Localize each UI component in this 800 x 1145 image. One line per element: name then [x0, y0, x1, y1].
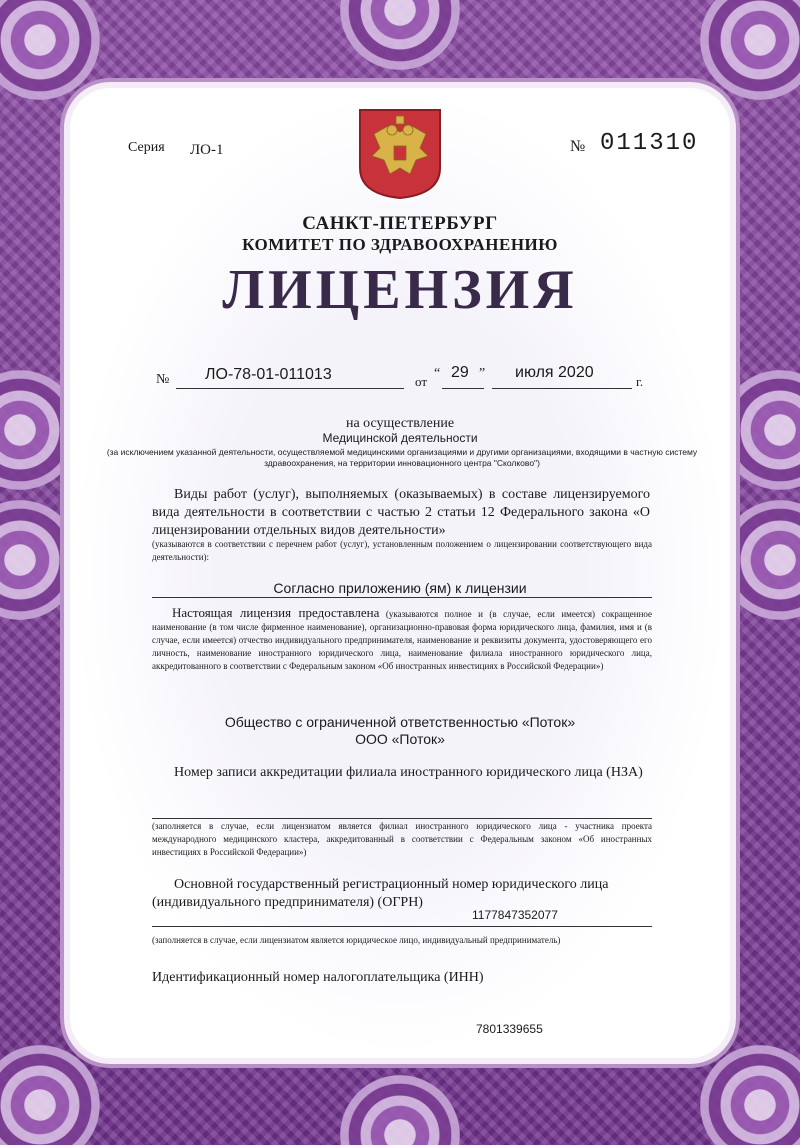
border-rosette	[0, 1045, 100, 1145]
border-rosette	[700, 0, 800, 100]
border-rosette	[700, 1045, 800, 1145]
works-note: (указываются в соответствии с перечнем работ (услуг), установленным положением о лицензировании соответствующего вида деятельности):	[152, 539, 652, 562]
date-from-label: от	[415, 374, 428, 389]
inn-label: Идентификационный номер налогоплательщика (ИНН)	[152, 970, 484, 985]
year-suffix: г.	[636, 374, 644, 389]
inn-value: 7801339655	[476, 1022, 543, 1036]
accreditation-note: (заполняется в случае, если лицензиатом является филиал иностранного юридического лица - участника проекта международного медицинского кластера, аккредитованный в соответствии с Федеральным законом «Об иностранных инвестициях в Российской Федерации»)	[152, 821, 652, 857]
ogrn-note: (заполняется в случае, если лицензиатом является юридическое лицо, индивидуальный предприниматель)	[152, 935, 561, 945]
quote-close: ”	[479, 366, 486, 381]
border-rosette	[720, 500, 800, 620]
series-label: Серия	[128, 140, 165, 155]
license-number: ЛО-78-01-011013	[205, 366, 332, 383]
quote-open: “	[434, 366, 441, 381]
issuer-committee: КОМИТЕТ ПО ЗДРАВООХРАНЕНИЮ	[242, 235, 558, 254]
works-value: Согласно приложению (ям) к лицензии	[273, 580, 527, 596]
number-label: №	[570, 138, 586, 155]
issuer-city: САНКТ-ПЕТЕРБУРГ	[302, 213, 498, 234]
ogrn-label: Основной государственный регистрационный номер юридического лица (индивидуального предпринимателя) (ОГРН)	[152, 877, 609, 910]
form-number: 011310	[600, 130, 699, 157]
russian-coat-of-arms-icon	[358, 108, 442, 200]
purpose-activity: Медицинской деятельности	[322, 431, 478, 445]
purpose-exception: (за исключением указанной деятельности, осуществляемой медицинскими организациями и другими организациями, входящими в частную систему здравоохранения, на территории инновационного центра "Сколково")	[106, 447, 698, 468]
license-month-year: июля 2020	[515, 364, 594, 381]
granted-note-block	[152, 606, 652, 673]
granted-note: (указываются полное и (в случае, если имеется) сокращенное наименование (в том числе фирменное наименование), организационно-правовая форма юридического лица, фамилия, имя и (в случае, если имеется) отчество индивидуального предпринимателя, наименование и реквизиты документа, удостоверяющего его личность, наименование иностранного юридического лица, наименование филиала иностранного юридического лица, аккредитованного в соответствии с Федеральным законом «Об иностранных инвестициях в Российской Федерации»)	[152, 609, 652, 671]
series-value: ЛО-1	[190, 142, 224, 158]
organization-short-name: ООО «Поток»	[355, 731, 445, 747]
works-text: Виды работ (услуг), выполняемых (оказываемых) в составе лицензируемого вида деятельности в соответствии с частью 2 статьи 12 Федерального закона «О лицензировании отдельных видов деятельности»	[152, 487, 650, 538]
border-rosette	[340, 0, 460, 70]
granted-lead: Настоящая лицензия предоставлена	[172, 605, 380, 620]
document-title: ЛИЦЕНЗИЯ	[222, 259, 578, 321]
ogrn-value: 1177847352077	[472, 908, 558, 922]
organization-full-name: Общество с ограниченной ответственностью «Поток»	[224, 714, 576, 730]
license-day: 29	[451, 364, 469, 381]
border-rosette	[340, 1075, 460, 1145]
border-rosette	[0, 0, 100, 100]
purpose-intro: на осуществление	[345, 416, 455, 431]
license-number-label: №	[156, 372, 170, 387]
border-rosette	[0, 500, 80, 620]
accreditation-label: Номер записи аккредитации филиала иностранного юридического лица (НЗА)	[174, 765, 643, 780]
